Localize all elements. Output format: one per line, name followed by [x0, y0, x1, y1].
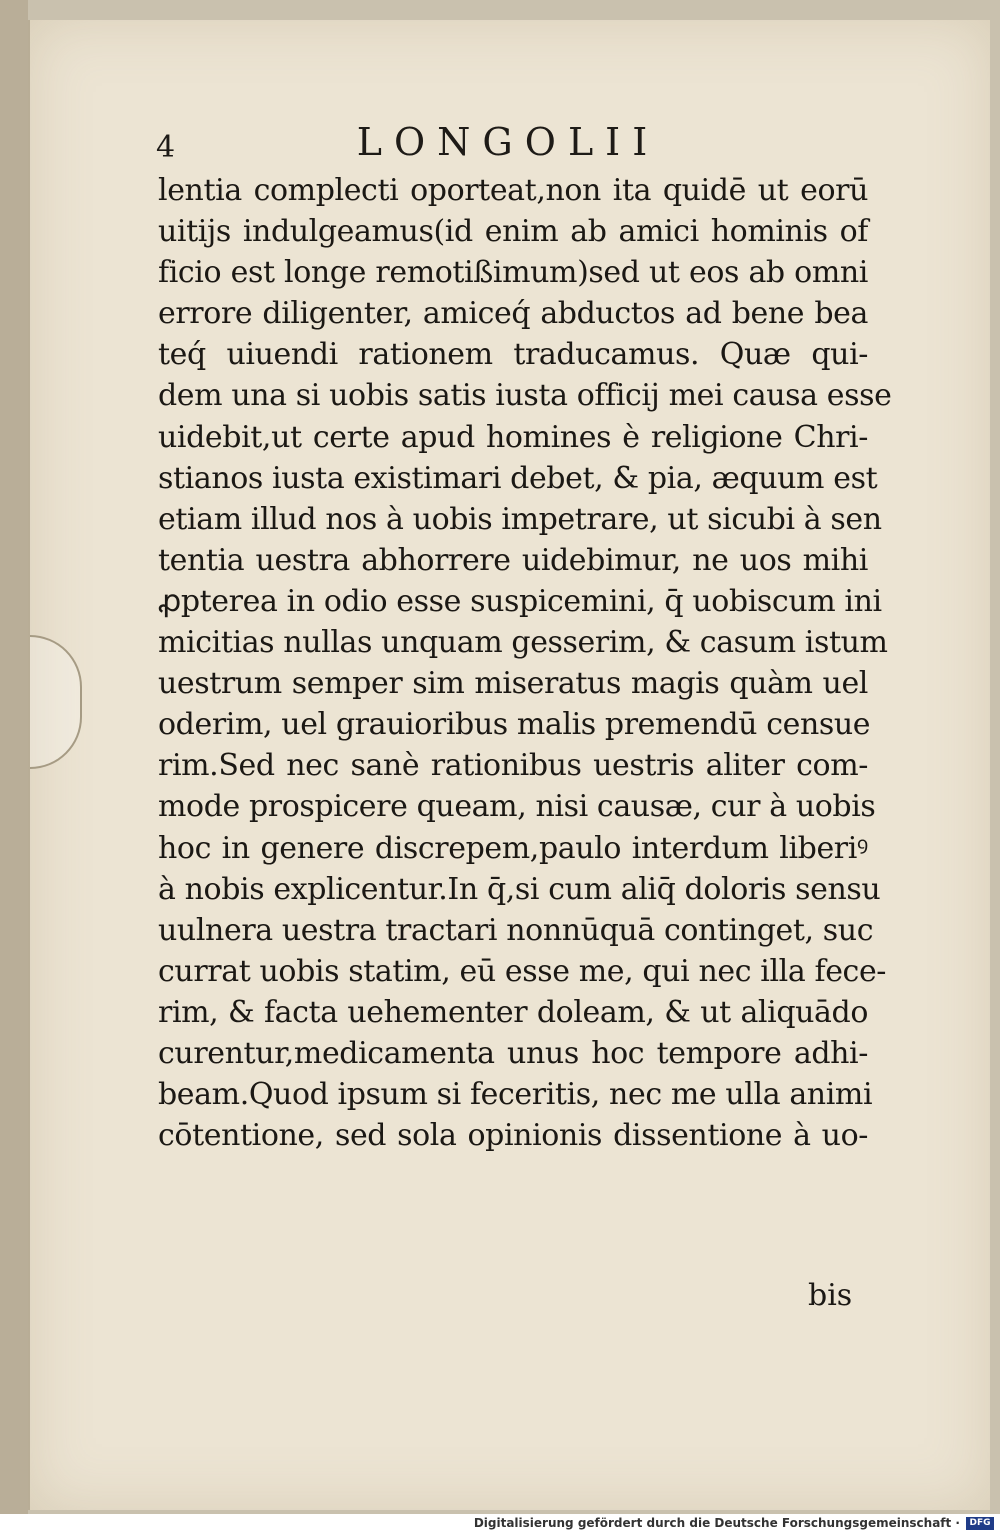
text-line: curentur,medicamenta unus hoc tempore adhi- [158, 1035, 868, 1071]
text-line: etiam illud nos à uobis impetrare, ut sicubi à sen [158, 501, 882, 537]
text-line: uidebit,ut certe apud homines è religione Chri- [158, 419, 868, 455]
text-line: cōtentione, sed sola opinionis dissentione à uo- [158, 1118, 868, 1154]
text-line: errore diligenter, amiceq́ abductos ad bene bea [158, 296, 868, 332]
text-line: à nobis explicentur.In q̄,si cum aliq̄ doloris sensu [158, 871, 881, 907]
text-line: uulnera uestra tractari nonnūquā continget, suc [158, 912, 874, 948]
text-line: oderim, uel grauioribus malis premendū censue [158, 707, 871, 743]
text-line: rim, & facta uehementer doleam, & ut aliquādo [158, 994, 868, 1030]
text-line: ꝓpterea in odio esse suspicemini, q̄ uobiscum ini [158, 583, 882, 619]
text-line: uestrum semper sim miseratus magis quàm uel [158, 666, 868, 702]
text-line: mode prospicere queam, nisi causæ, cur à uobis [158, 789, 876, 825]
dfg-logo: DFG [966, 1517, 994, 1530]
catchword: bis [808, 1278, 853, 1313]
text-line: ficio est longe remotißimum)sed ut eos ab omni [158, 255, 868, 291]
text-line: dem una si uobis satis iusta officij mei causa esse [158, 378, 892, 414]
running-title: LONGOLII [356, 120, 660, 164]
text-line: teq́ uiuendi rationem traducamus. Quæ qui- [158, 337, 868, 373]
page-fold-mark [30, 635, 82, 769]
text-line: micitias nullas unquam gesserim, & casum istum [158, 625, 888, 661]
page-header [152, 118, 864, 164]
footer-bar [0, 1514, 1000, 1534]
text-line: uitijs indulgeamus(id enim ab amici hominis of [158, 214, 868, 250]
page-number: 4 [156, 130, 176, 165]
body-text [158, 170, 892, 1156]
text-line: lentia complecti oporteat,non ita quidē ut eorū [158, 173, 868, 208]
book-spine-edge [0, 0, 28, 1514]
text-line: beam.Quod ipsum si feceritis, nec me ulla animi [158, 1077, 873, 1113]
text-line: currat uobis statim, eū esse me, qui nec illa fece- [158, 953, 887, 989]
text-line: tentia uestra abhorrere uidebimur, ne uos mihi [158, 542, 868, 578]
funding-credit: Digitalisierung gefördert durch die Deutsche Forschungsgemeinschaft · [473, 1516, 960, 1530]
text-line: hoc in genere discrepem,paulo interdum liberiꝰ [158, 830, 868, 866]
text-line: stianos iusta existimari debet, & pia, æquum est [158, 460, 878, 496]
text-line: rim.Sed nec sanè rationibus uestris aliter com- [158, 748, 868, 784]
